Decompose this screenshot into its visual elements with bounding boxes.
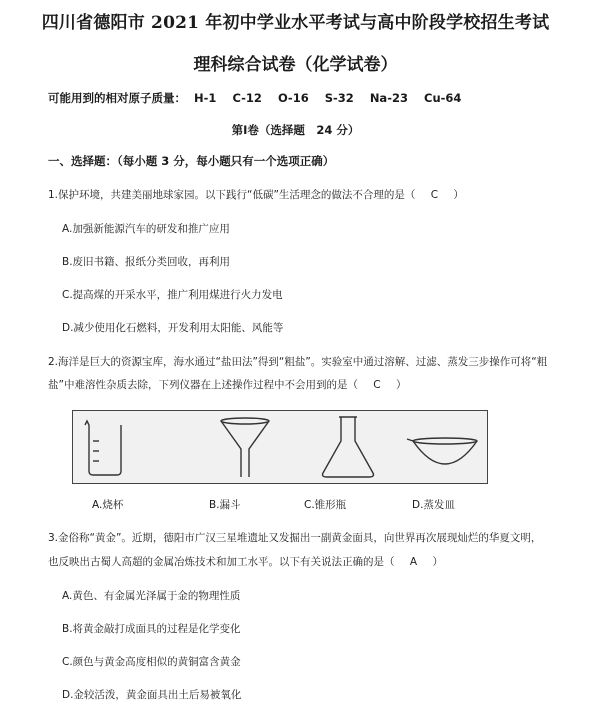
atomic-mass-na: Na-23 (369, 91, 408, 105)
question-3-option-c: C.颜色与黄金高度相似的黄铜富含黄金 (62, 656, 241, 668)
atomic-mass-s: S-32 (324, 91, 354, 105)
question-3-stem-line2 (48, 554, 443, 569)
beaker-icon (85, 421, 121, 475)
question-2-stem-line2 (48, 377, 406, 392)
atomic-mass-o: O-16 (277, 91, 309, 105)
apparatus-drawing (73, 411, 487, 483)
exam-title-line1: 四川省德阳市 2021 年初中学业水平考试与高中阶段学校招生考试 (41, 13, 550, 33)
funnel-icon (221, 418, 269, 477)
section-heading: 一、选择题：（每小题 3 分，每小题只有一个选项正确） (48, 154, 335, 168)
question-1-stem-close: ） (453, 189, 464, 201)
question-3-stem-text: 也反映出古蜀人高超的金属冶炼技术和加工水平。以下有关说法正确的是（ (48, 556, 395, 568)
question-2-answer: C (373, 379, 381, 391)
question-3-stem-line1: 3.金俗称“黄金”。近期，德阳市广汉三星堆遗址又发掘出一副黄金面具，向世界再次展现灿烂的华夏文明， (48, 532, 542, 544)
conical-flask-icon (323, 417, 374, 477)
question-3-stem-close: ） (432, 556, 443, 568)
atomic-masses-label: 可能用到的相对原子质量： (48, 91, 186, 105)
exam-title-line2: 理科综合试卷（化学试卷） (193, 55, 398, 75)
question-3-option-a: A.黄色、有金属光泽属于金的物理性质 (62, 590, 241, 602)
evaporating-dish-icon (407, 438, 477, 464)
figure-label-b: B.漏斗 (209, 499, 241, 511)
atomic-mass-cu: Cu-64 (424, 91, 462, 105)
atomic-mass-h: H-1 (194, 91, 217, 105)
question-3-option-d: D.金较活泼，黄金面具出土后易被氧化 (62, 689, 242, 701)
atomic-mass-c: C-12 (232, 91, 262, 105)
question-1-option-b: B.废旧书籍、报纸分类回收，再利用 (62, 256, 231, 268)
question-3-option-b: B.将黄金敲打成面具的过程是化学变化 (62, 623, 241, 635)
figure-label-a: A.烧杯 (92, 499, 124, 511)
question-1-answer: C (430, 189, 439, 201)
question-1-option-a: A.加强新能源汽车的研发和推广应用 (62, 223, 230, 235)
question-1-option-d: D.减少使用化石燃料，开发利用太阳能、风能等 (62, 322, 284, 334)
figure-label-d: D.蒸发皿 (412, 499, 455, 511)
question-2-stem-line1: 2.海洋是巨大的资源宝库，海水通过“盐田法”得到“粗盐”。实验室中通过溶解、过滤、蒸发三步操作可将“粗 (48, 356, 548, 368)
apparatus-figure (72, 410, 488, 484)
volume-heading: 第Ⅰ卷（选择题 24 分） (231, 123, 360, 137)
question-1-stem (48, 187, 464, 202)
question-1-option-c: C.提高煤的开采水平，推广利用煤进行火力发电 (62, 289, 283, 301)
atomic-masses-line (48, 90, 473, 106)
question-2-stem-text: 盐”中难溶性杂质去除，下列仪器在上述操作过程中不会用到的是（ (48, 379, 358, 391)
question-3-answer: A (409, 556, 418, 568)
figure-label-c: C.锥形瓶 (304, 499, 347, 511)
question-2-stem-close: ） (395, 379, 407, 391)
question-1-stem-text: 1.保护环境，共建美丽地球家园。以下践行“低碳”生活理念的做法不合理的是（ (48, 189, 416, 201)
